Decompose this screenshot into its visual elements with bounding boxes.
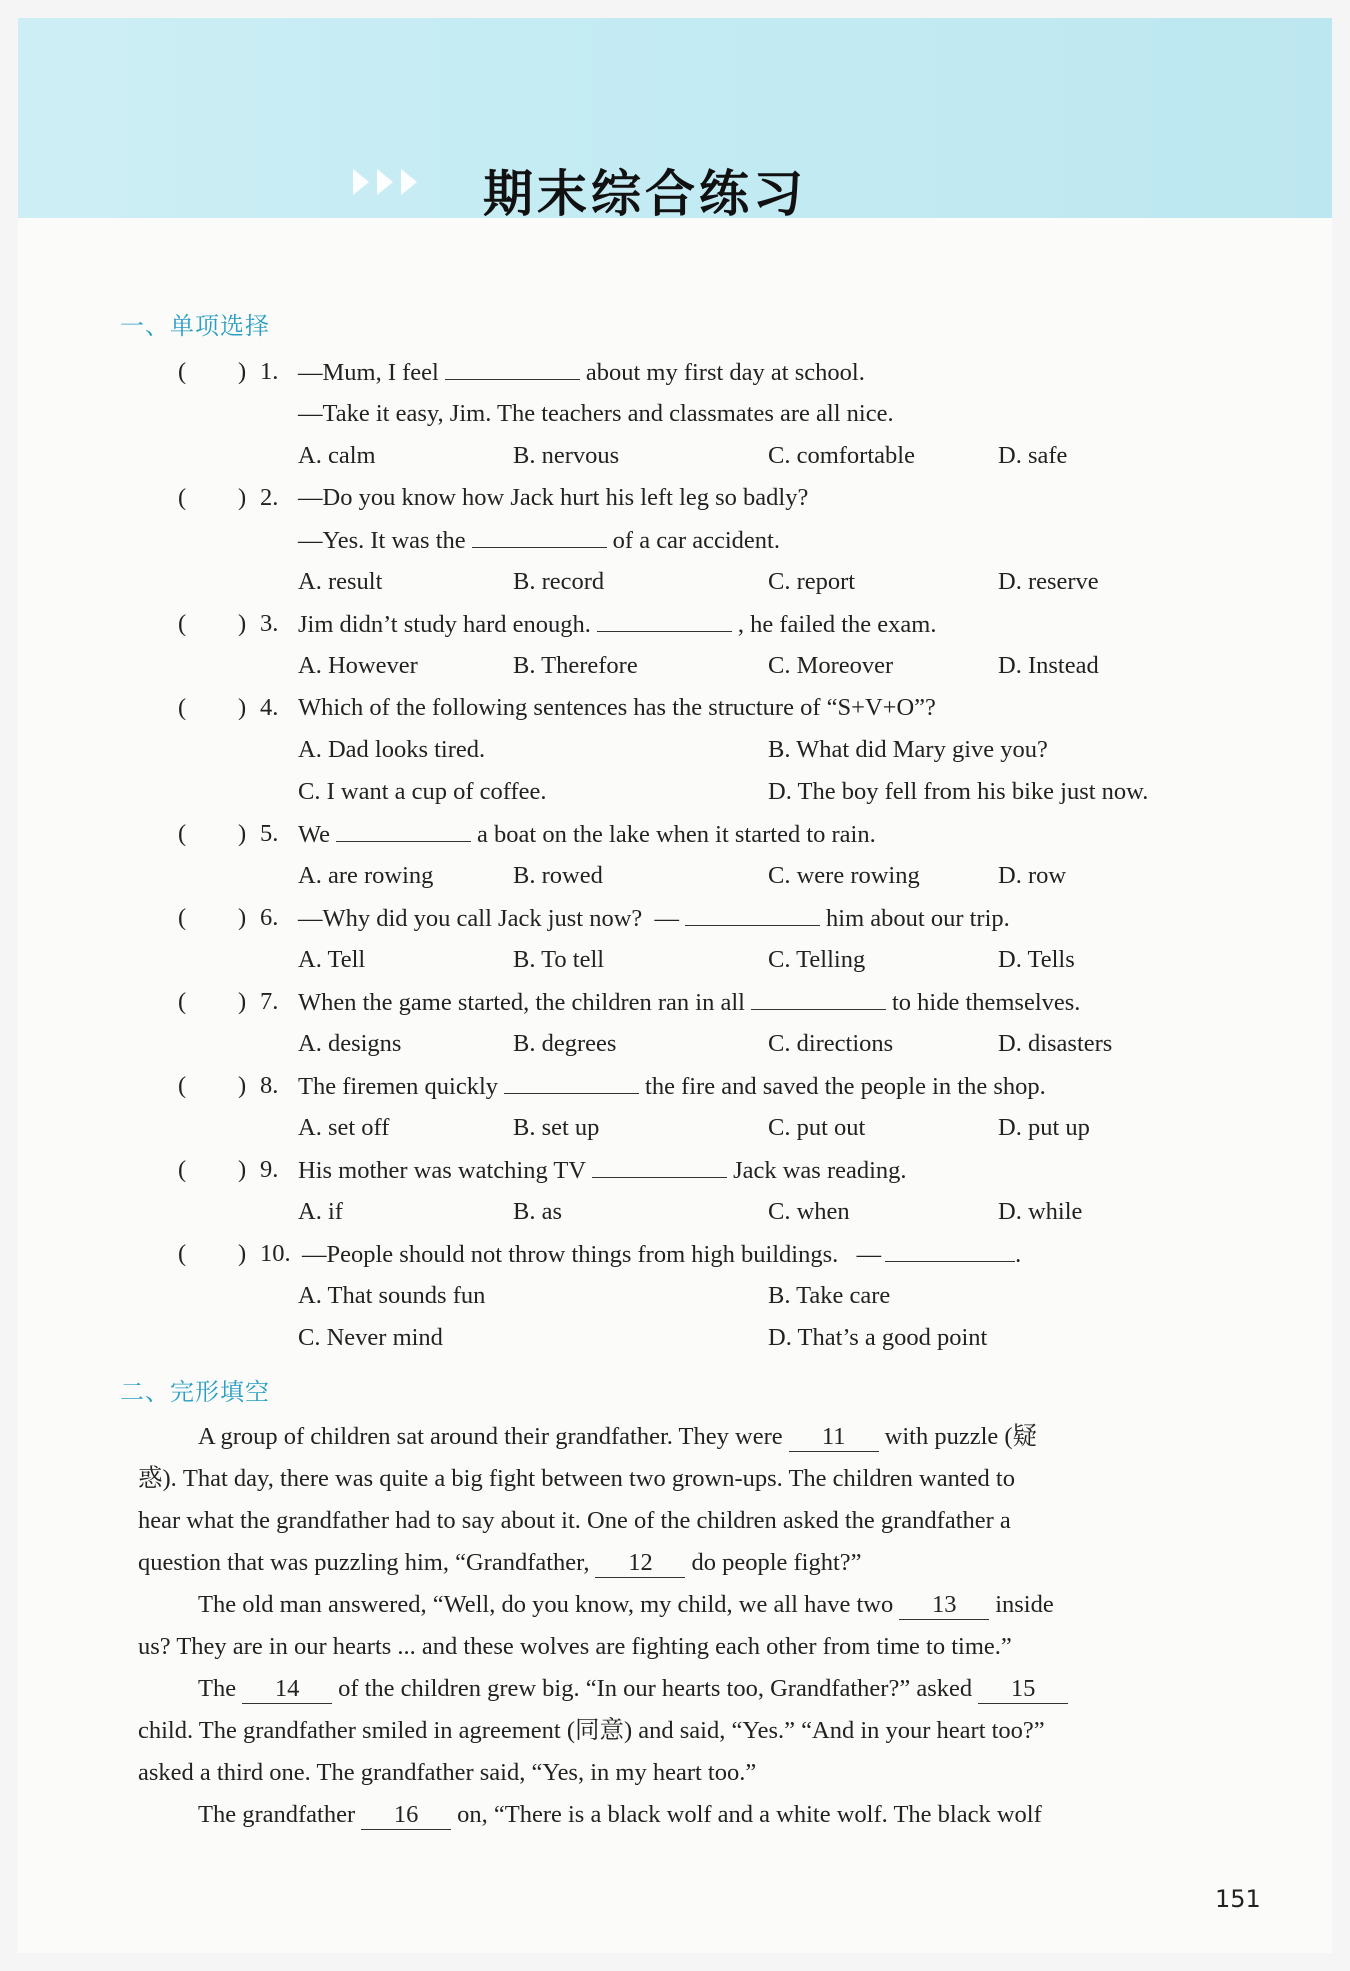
option[interactable]: B. as xyxy=(513,1198,562,1225)
passage-line: hear what the grandfather had to say about it. One of the children asked the grandfather a xyxy=(138,1507,1011,1534)
option[interactable]: B. record xyxy=(513,568,605,595)
option[interactable]: D. The boy fell from his bike just now. xyxy=(768,778,1149,805)
option[interactable]: D. That’s a good point xyxy=(768,1324,988,1351)
option[interactable]: D. safe xyxy=(998,442,1068,469)
option[interactable]: C. when xyxy=(768,1198,850,1225)
passage-line: child. The grandfather smiled in agreement (同意) and said, “Yes.” “And in your heart too?” xyxy=(138,1717,1045,1744)
option[interactable]: A. designs xyxy=(298,1030,402,1057)
option[interactable]: C. were rowing xyxy=(768,862,920,889)
option[interactable]: C. Never mind xyxy=(298,1324,443,1351)
option[interactable]: A. That sounds fun xyxy=(298,1282,486,1309)
option[interactable]: D. put up xyxy=(998,1114,1090,1141)
option[interactable]: B. Therefore xyxy=(513,652,638,679)
option[interactable]: C. I want a cup of coffee. xyxy=(298,778,547,805)
passage-line: The 14 of the children grew big. “In our hearts too, Grandfather?” asked 15 xyxy=(198,1668,1074,1710)
option[interactable]: B. nervous xyxy=(513,442,620,469)
option[interactable]: D. disasters xyxy=(998,1030,1113,1057)
option[interactable]: C. Moreover xyxy=(768,652,894,679)
blank[interactable] xyxy=(504,1065,639,1094)
option[interactable]: A. Dad looks tired. xyxy=(298,736,486,763)
blank[interactable] xyxy=(592,1149,727,1178)
option[interactable]: A. However xyxy=(298,652,418,679)
blank-16[interactable]: 16 xyxy=(361,1801,451,1830)
page: 期末综合练习 一、单项选择 ( ) 1. —Mum, I feel about my first day at school. —Take it easy, Jim. The teachers and classmates are all nice. A. calm B. nervous C. comfortable D. safe ( ) 2. —Do you know how Jack hurt his left leg so badly? —Yes. It was the of a car accident. A. result B. record C. report D. reserve ( ) 3. Jim didn’t study hard enough. , he failed the exam. A. However B. Therefore C. Moreover D. Instead ( ) 4. Which of the following sentences has the structure of “S+V+O”? A. Dad looks tired. B. What did Mary give you? C. I want a cup of coffee. D. The boy fell from his bike just now. ( ) 5. We a boat on the lake when it started to rain. A. are rowing B. rowed C. were rowing D. row ( ) 6. —Why did you call Jack just now? — him about our trip. A. Tell B. To tell C. Telling D. Tells ( ) 7. When the game started, the children ran in all to hide themselves. A. designs B. degrees C. directions D. disasters ( ) 8. The firemen quickly the fire and saved the people in the shop. A. set off B. set up C. put out D. put up ( ) 9. His mother was watching TV Jack was reading. A. if B. as C. when D. while ( ) 10. —People should not throw things from high buildings. — . A. That sounds fun B. Take care C. Never mind D. That’s a good point 二、完形填空 A group of children sat around their grandfather. They were 11 with puzzle (疑 惑). That day, there was quite a big fight between two grown-ups. The children wanted to hear what the grandfather had to say about it. One of the children asked the grandfather a question that was puzzling him, “Grandfather, 12 do people fight?” The old man answered, “Well, do you know, my child, we all have two 13 inside us? They are in our hearts ... and these wolves are fighting each other from time to time.” The 14 of the children grew big. “In our hearts too, Grandfather?” asked 15 child. The grandfather smiled in agreement (同意) and said, “Yes.” “And in your heart too?” asked a third one. The grandfather said, “Yes, in my heart too.” The grandfather 16 on, “There is a black wolf and a white wolf. The black wolf 151 xyxy=(18,18,1332,1953)
arrow-icon xyxy=(353,158,425,206)
option[interactable]: D. Tells xyxy=(998,946,1075,973)
blank-11[interactable]: 11 xyxy=(789,1423,879,1452)
blank-13[interactable]: 13 xyxy=(899,1591,989,1620)
blank[interactable] xyxy=(445,351,580,380)
option[interactable]: B. degrees xyxy=(513,1030,617,1057)
option[interactable]: A. Tell xyxy=(298,946,366,973)
passage-line: asked a third one. The grandfather said, “Yes, in my heart too.” xyxy=(138,1759,757,1786)
passage-line: 惑). That day, there was quite a big fight between two grown-ups. The children wanted to xyxy=(138,1465,1015,1492)
page-number: 151 xyxy=(1215,1885,1261,1913)
section-heading-cloze: 二、完形填空 xyxy=(120,1378,270,1406)
option[interactable]: B. What did Mary give you? xyxy=(768,736,1048,763)
option[interactable]: A. calm xyxy=(298,442,376,469)
option[interactable]: D. while xyxy=(998,1198,1083,1225)
option[interactable]: A. if xyxy=(298,1198,343,1225)
passage-line: The old man answered, “Well, do you know, my child, we all have two 13 inside xyxy=(198,1591,1054,1618)
option[interactable]: D. row xyxy=(998,862,1067,889)
blank-15[interactable]: 15 xyxy=(978,1675,1068,1704)
option[interactable]: A. are rowing xyxy=(298,862,434,889)
option[interactable]: C. put out xyxy=(768,1114,866,1141)
option[interactable]: B. set up xyxy=(513,1114,600,1141)
passage-line: A group of children sat around their grandfather. They were 11 with puzzle (疑 xyxy=(198,1423,1038,1450)
blank-14[interactable]: 14 xyxy=(242,1675,332,1704)
option[interactable]: C. comfortable xyxy=(768,442,915,469)
option[interactable]: B. rowed xyxy=(513,862,603,889)
blank[interactable] xyxy=(597,603,732,632)
blank[interactable] xyxy=(472,519,607,548)
option[interactable]: D. reserve xyxy=(998,568,1099,595)
option[interactable]: D. Instead xyxy=(998,652,1099,679)
blank[interactable] xyxy=(336,813,471,842)
blank-12[interactable]: 12 xyxy=(595,1549,685,1578)
option[interactable]: A. set off xyxy=(298,1114,390,1141)
option[interactable]: B. Take care xyxy=(768,1282,891,1309)
blank[interactable] xyxy=(685,897,820,926)
option[interactable]: A. result xyxy=(298,568,383,595)
page-title: 期末综合练习 xyxy=(483,165,807,223)
option[interactable]: C. directions xyxy=(768,1030,894,1057)
passage-line: question that was puzzling him, “Grandfather, 12 do people fight?” xyxy=(138,1549,862,1576)
header-banner xyxy=(18,18,1332,223)
blank[interactable] xyxy=(885,1233,1015,1262)
passage-line: us? They are in our hearts ... and these wolves are fighting each other from time to time.” xyxy=(138,1633,1012,1660)
option[interactable]: C. report xyxy=(768,568,856,595)
passage-line: The grandfather 16 on, “There is a black wolf and a white wolf. The black wolf xyxy=(198,1801,1042,1828)
option[interactable]: B. To tell xyxy=(513,946,605,973)
section-heading-single-choice: 一、单项选择 xyxy=(120,312,270,340)
blank[interactable] xyxy=(751,981,886,1010)
option[interactable]: C. Telling xyxy=(768,946,866,973)
